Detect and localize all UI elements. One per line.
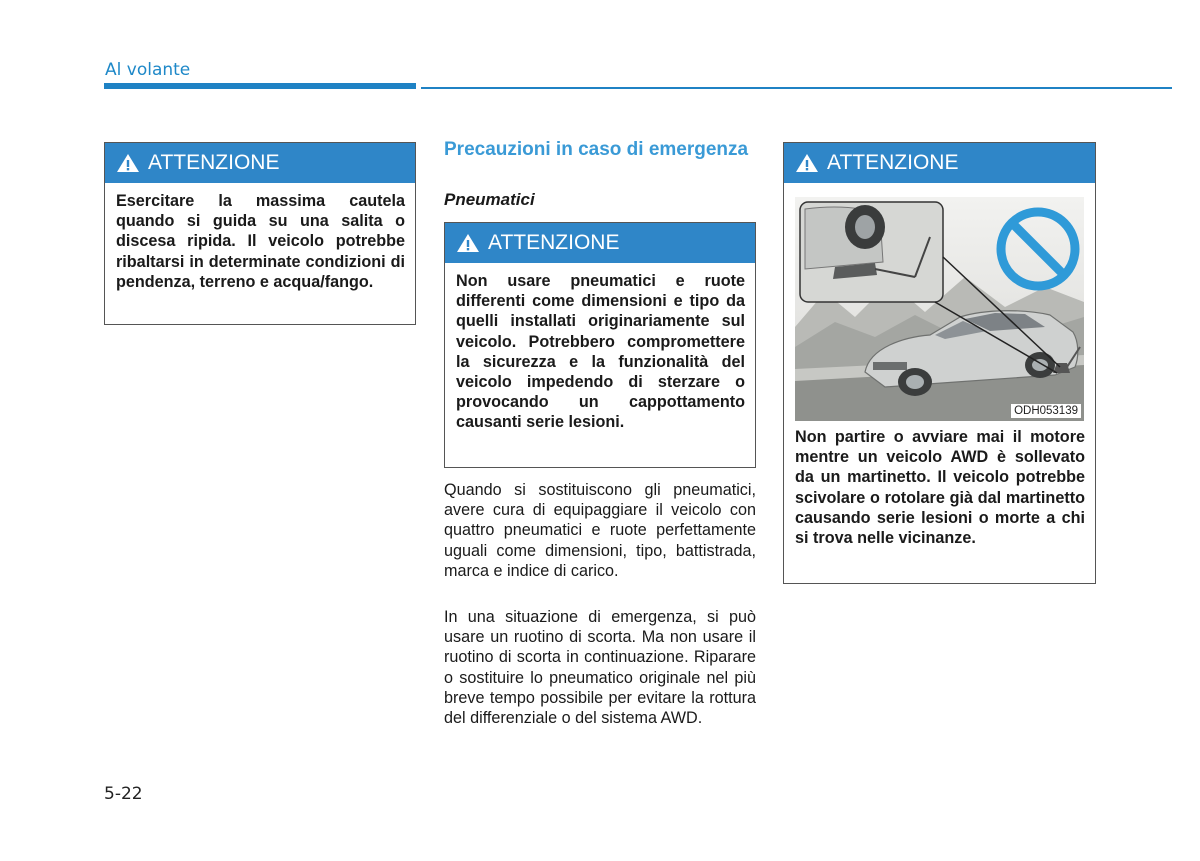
- warning-title: ATTENZIONE: [148, 151, 280, 174]
- section-heading: Precauzioni in caso di emergenza: [444, 139, 749, 160]
- warning-triangle-icon: [795, 153, 819, 173]
- section-title: Al volante: [105, 60, 191, 80]
- warning-header: [445, 223, 755, 263]
- subheading: Pneumatici: [444, 190, 535, 209]
- jacked-car-illustration: [795, 197, 1084, 421]
- warning-box-left: [104, 142, 416, 325]
- warning-title: ATTENZIONE: [488, 231, 620, 254]
- warning-triangle-icon: [456, 233, 480, 253]
- paragraph: In una situazione di emergenza, si può usare un ruotino di scorta. Ma non usare il ruotino di scorta in continuazione. Riparare o sostituire lo pneumatico originale nel più breve tempo possibile per evitare la rottura del differenziale o del sistema AWD.: [444, 608, 756, 728]
- car-on-jack-image: [795, 197, 1084, 421]
- warning-title: ATTENZIONE: [827, 151, 959, 174]
- paragraph: Quando si sostituiscono gli pneumatici, avere cura di equipaggiare il veicolo con quattro pneumatici e ruote perfettamente uguali come dimensioni, tipo, battistrada, marca e indice di carico.: [444, 481, 756, 580]
- warning-triangle-icon: [116, 153, 140, 173]
- warning-text: Non partire o avviare mai il motore mentre un veicolo AWD è sollevato da un martinetto. Il veicolo potrebbe scivolare o rotolare già dal martinetto causando serie lesioni o morte a chi si trova nelle vicinanze.: [795, 428, 1085, 548]
- warning-box-middle: [444, 222, 756, 468]
- warning-text: Esercitare la massima cautela quando si guida su una salita o discesa ripida. Il veicolo potrebbe ribaltarsi in determinate condizioni di pendenza, terreno e acqua/fango.: [116, 192, 405, 291]
- header-rule-thick: [104, 83, 416, 89]
- header-rule-thin: [421, 87, 1172, 89]
- warning-header: [784, 143, 1095, 183]
- warning-box-right: [783, 142, 1096, 584]
- warning-header: [105, 143, 415, 183]
- warning-text: Non usare pneumatici e ruote differenti come dimensioni e tipo da quelli installati originariamente sul veicolo. Potrebbero compromettere la sicurezza e la funzionalità del veicolo impedendo di sterzare o provocando un cappottamento causanti serie lesioni.: [456, 272, 745, 432]
- figure-code: ODH053139: [1011, 404, 1081, 418]
- page-number: 5-22: [104, 784, 143, 804]
